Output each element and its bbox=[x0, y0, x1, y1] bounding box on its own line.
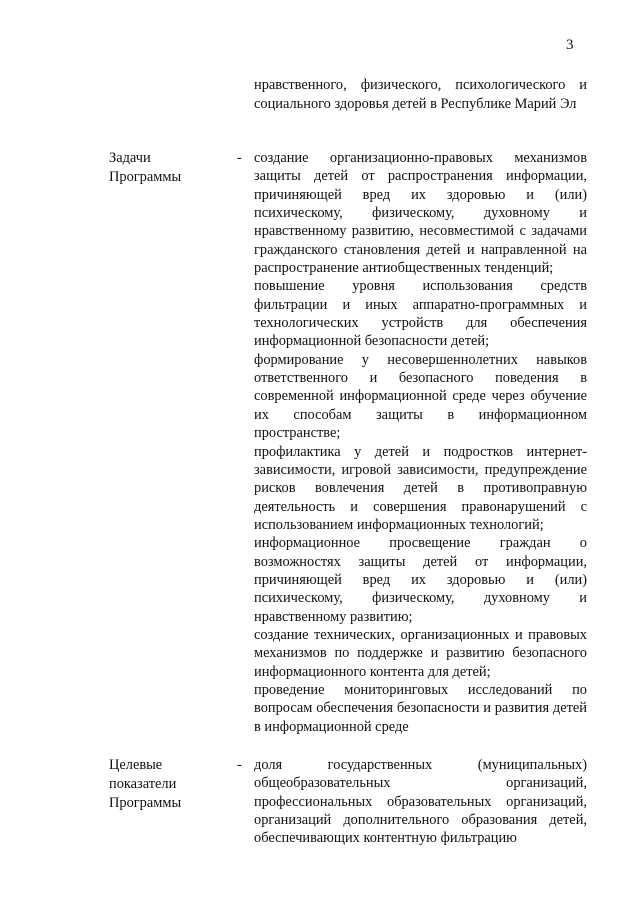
indicator-paragraph: доля государственных (муниципальных) общеобразовательных организаций, профессиональных образовательных организаций, организаций дополнительного образования детей, обеспечивающих контентную фильтрацию bbox=[254, 757, 587, 847]
program-tasks-content bbox=[254, 149, 587, 736]
intro-paragraph: нравственного, физического, психологического и социального здоровья детей в Республике Марий Эл bbox=[254, 77, 587, 113]
task-paragraph: создание организационно-правовых механизмов защиты детей от распространения информации, причиняющей вред их здоровью и (или) психическому, физическому, духовному и нравственному развитию, несовместимой с задачами гражданского становления детей и направленной на распространение антиобщественных тенденций; bbox=[254, 150, 587, 277]
program-tasks-label bbox=[109, 149, 219, 187]
task-paragraph: информационное просвещение граждан о возможностях защиты детей от информации, причиняющей вред их здоровью и (или) психическому, физическому, духовному и нравственному развитию; bbox=[254, 535, 587, 625]
task-paragraph: профилактика у детей и подростков интернет-зависимости, игровой зависимости, предупреждение рисков вовлечения детей в противоправную деятельность и совершения правонарушений с использованием информационных технологий; bbox=[254, 443, 587, 533]
task-paragraph: создание технических, организационных и правовых механизмов по поддержке и развитию безопасного информационного контента для детей; bbox=[254, 626, 587, 680]
task-paragraph: проведение мониторинговых исследований по вопросам обеспечения безопасности и развития детей в информационной среде bbox=[254, 681, 587, 735]
label-line: Задачи bbox=[109, 150, 151, 166]
task-paragraph: повышение уровня использования средств фильтрации и иных аппаратно-программных и технологических устройств для обеспечения информационной безопасности детей; bbox=[254, 278, 587, 350]
program-indicators-label bbox=[109, 756, 219, 814]
label-line: Программы bbox=[109, 795, 182, 812]
program-indicators-content bbox=[254, 756, 587, 848]
label-line: Целевые bbox=[109, 757, 163, 773]
task-paragraph: формирование у несовершеннолетних навыков ответственного и безопасного поведения в современной информационной среде через обучение их способам защиты в информационном пространстве; bbox=[254, 351, 587, 442]
row-dash: - bbox=[237, 150, 242, 166]
label-line: показатели bbox=[109, 776, 177, 793]
row-dash: - bbox=[237, 757, 242, 773]
label-line: Программы bbox=[109, 169, 182, 186]
page-number: 3 bbox=[566, 37, 574, 53]
